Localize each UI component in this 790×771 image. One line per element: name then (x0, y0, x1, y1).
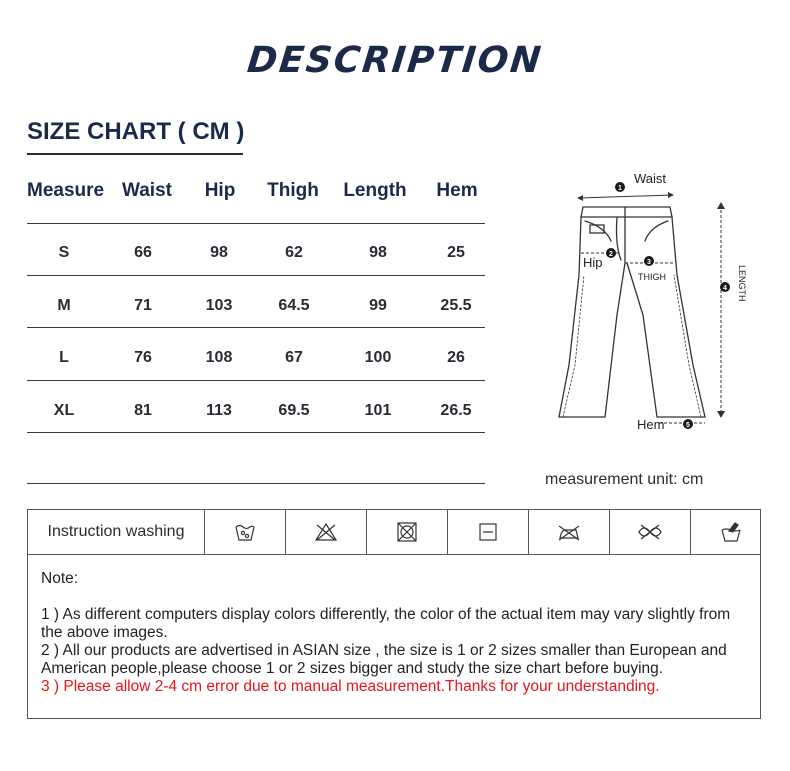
no-iron-icon (529, 510, 610, 554)
washing-instructions-row (28, 510, 760, 555)
table-divider (27, 275, 485, 276)
table-divider (27, 223, 485, 224)
table-cell-size: S (58, 244, 70, 261)
waist-label: Waist (634, 171, 667, 186)
table-divider (27, 380, 485, 381)
hip-label: Hip (583, 255, 603, 270)
no-tumble-dry-icon (367, 510, 448, 554)
size-chart-heading: SIZE CHART ( CM ) (27, 118, 245, 145)
table-cell-hem: 26 (447, 349, 465, 366)
table-divider (27, 432, 485, 433)
table-cell-waist: 76 (134, 349, 152, 366)
no-dry-clean-icon (610, 510, 691, 554)
table-cell-size: M (57, 297, 71, 314)
note-item: 2 ) All our products are advertised in ASIAN size , the size is 1 or 2 sizes smaller than European and American people,please choose 1 or 2 sizes bigger and study the size chart before buying. (41, 642, 727, 677)
column-header-waist: Waist (122, 180, 172, 201)
table-cell-thigh: 64.5 (278, 297, 310, 314)
pants-measurement-diagram (555, 165, 760, 445)
table-cell-waist: 66 (134, 244, 152, 261)
table-cell-thigh: 67 (285, 349, 303, 366)
hem-label: Hem (637, 417, 665, 432)
marker-4: 4 (723, 285, 727, 292)
table-cell-hem: 25 (447, 244, 465, 261)
pants-illustration (555, 165, 760, 445)
care-and-notes-box (27, 509, 761, 719)
table-cell-length: 100 (364, 349, 392, 366)
column-header-length: Length (343, 180, 407, 201)
table-cell-length: 99 (369, 297, 387, 314)
hand-wash-icon (691, 510, 771, 554)
length-label: LENGTH (737, 265, 747, 302)
wash-30-icon (205, 510, 286, 554)
note-item-warning: 3 ) Please allow 2-4 cm error due to manual measurement.Thanks for your understanding. (41, 678, 660, 695)
thigh-label: THIGH (638, 272, 666, 282)
table-cell-hip: 98 (210, 244, 228, 261)
column-header-measure: Measure (27, 180, 105, 201)
notes-heading: Note: (41, 570, 79, 587)
marker-2: 2 (609, 251, 613, 258)
size-chart-underline (27, 153, 243, 155)
table-bottom-line (27, 483, 485, 484)
table-divider (27, 327, 485, 328)
table-cell-hip: 103 (205, 297, 233, 314)
table-cell-length: 101 (364, 402, 392, 419)
table-cell-length: 98 (369, 244, 387, 261)
table-cell-hip: 113 (206, 402, 232, 419)
notes-section (41, 570, 741, 696)
table-cell-size: L (59, 349, 69, 366)
table-cell-hem: 26.5 (440, 402, 472, 419)
no-bleach-icon (286, 510, 367, 554)
marker-3: 3 (647, 259, 651, 266)
note-item: 1 ) As different computers display colors differently, the color of the actual item may vary slightly from the above images. (41, 606, 731, 641)
table-cell-size: XL (53, 402, 75, 419)
column-header-hem: Hem (436, 180, 478, 201)
column-header-thigh: Thigh (267, 180, 319, 201)
page-title: DESCRIPTION (245, 40, 545, 81)
table-cell-thigh: 69.5 (278, 402, 310, 419)
table-cell-thigh: 62 (285, 244, 303, 261)
marker-1: 1 (618, 185, 622, 192)
table-cell-waist: 81 (134, 402, 152, 419)
dry-flat-icon (448, 510, 529, 554)
table-cell-waist: 71 (134, 297, 152, 314)
measurement-unit-text: measurement unit: cm (545, 471, 704, 488)
table-cell-hip: 108 (205, 349, 233, 366)
column-header-hip: Hip (204, 180, 236, 201)
marker-5: 5 (686, 422, 690, 429)
table-cell-hem: 25.5 (440, 297, 472, 314)
washing-label: Instruction washing (28, 510, 205, 554)
